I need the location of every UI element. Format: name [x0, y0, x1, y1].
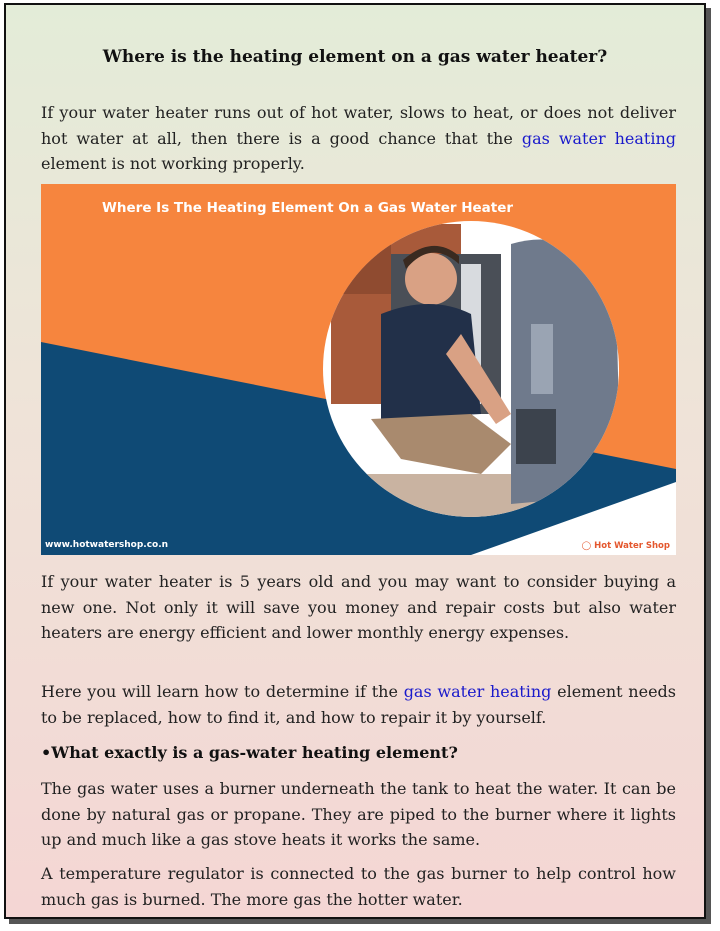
hero-title: Where Is The Heating Element On a Gas Water Heater	[102, 200, 514, 216]
paragraph-age: If your water heater is 5 years old and you may want to consider buying a new one. Not only it will save you money and repair costs but also water heaters are energy efficient and lower monthly energy expenses.	[41, 572, 676, 642]
gas-water-heating-link-2[interactable]: gas water heating	[403, 682, 552, 701]
paragraph-regulator: A temperature regulator is connected to the gas burner to help control how much gas is burned. The more gas the hotter water.	[41, 864, 676, 909]
logo-icon: ◯	[581, 541, 595, 551]
intro-text-end: element is not working properly.	[41, 154, 305, 173]
document-page	[4, 3, 706, 919]
paragraph-learn	[41, 679, 676, 730]
gas-water-heating-link[interactable]: gas water heating	[521, 128, 676, 148]
bullet-heading-text: What exactly is a gas-water heating element?	[51, 743, 458, 762]
bullet-heading	[41, 743, 458, 762]
intro-paragraph	[41, 100, 676, 177]
paragraph-burner: The gas water uses a burner underneath the tank to heat the water. It can be done by natural gas or propane. They are piped to the burner where it lights up and much like a gas stove heats it works the same.	[41, 779, 676, 849]
bullet-icon: •	[41, 743, 52, 762]
intro-text-start: If your water heater runs out of hot water, slows to heat, or does not deliver hot water at all, then there is a good chance that the	[41, 103, 676, 148]
hero-image	[41, 184, 676, 555]
hero-graphic	[41, 184, 676, 555]
hero-url: www.hotwatershop.co.n	[45, 540, 169, 550]
learn-text-start: Here you will learn how to determine if the	[41, 682, 404, 701]
page-title: Where is the heating element on a gas water heater?	[102, 47, 608, 67]
hero-logo	[582, 541, 670, 551]
hero-logo-text: Hot Water Shop	[594, 541, 670, 551]
learn-text-end: element needs to be replaced, how to find it, and how to repair it by yourself.	[41, 682, 677, 727]
